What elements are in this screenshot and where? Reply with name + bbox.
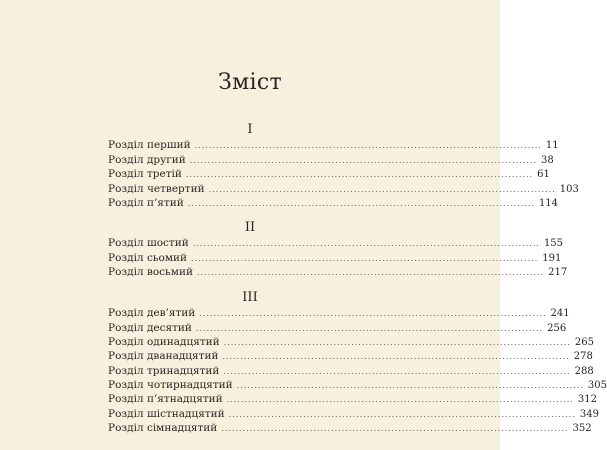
dot-leader: .................................................................................................. [208,185,556,194]
toc-entry-label: Розділ тринадцятий [108,365,220,377]
dot-leader: .................................................................................................. [191,254,539,263]
dot-leader: .................................................................................................. [195,324,544,333]
dot-leader: .................................................................................................. [189,156,538,165]
toc-entry-label: Розділ дванадцятий [108,350,219,362]
dot-leader: .................................................................................................. [236,381,584,390]
toc-entry-label: Розділ чотирнадцятий [108,379,233,391]
toc-entry [108,195,559,211]
part-heading-1: I [247,122,253,137]
page-title: Зміст [218,70,282,95]
dot-leader: .................................................................................................. [185,170,534,179]
toc-entry-page: 103 [559,184,579,195]
toc-entry-page: 265 [574,337,594,348]
toc-entry-page: 312 [577,394,597,405]
toc-entry-page: 278 [573,351,593,362]
toc-entry [108,348,593,364]
toc-entry-label: Розділ восьмий [108,266,193,278]
toc-entry-label: Розділ одинадцятий [108,336,220,348]
dot-leader: .................................................................................................. [221,424,569,433]
dot-leader: .................................................................................................. [194,141,542,150]
toc-entry [108,166,550,182]
toc-entry-label: Розділ шістнадцятий [108,408,225,420]
toc-entry-label: Розділ третій [108,168,182,180]
toc-entry-page: 349 [579,409,599,420]
toc-entry [108,391,597,407]
dot-leader: .................................................................................................. [222,352,570,361]
toc-entry-label: Розділ сьомий [108,252,188,264]
toc-entry-page: 241 [550,308,570,319]
toc-entry [108,420,592,436]
toc-entry-label: Розділ другий [108,154,186,166]
toc-entry-page: 256 [547,323,567,334]
toc-entry-page: 217 [548,267,568,278]
toc-entry-page: 38 [541,155,554,166]
toc-entry-page: 288 [574,366,594,377]
dot-leader: .................................................................................................. [223,367,571,376]
toc-entry [108,137,559,153]
toc-entry-page: 155 [543,238,564,249]
dot-leader: .................................................................................................. [226,395,574,404]
dot-leader: .................................................................................................. [228,410,576,419]
toc-entry-page: 61 [537,169,550,180]
toc-entry-page: 305 [587,380,607,391]
toc-entry-label: Розділ шостий [108,237,189,249]
toc-entry-label: Розділ четвертий [108,183,205,195]
toc-entry-label: Розділ дев’ятий [108,307,196,319]
dot-leader: .................................................................................................. [187,199,535,208]
toc-entry-label: Розділ десятий [108,322,192,334]
toc-entry-label: Розділ сімнадцятий [108,422,218,434]
toc-entry-page: 191 [542,253,562,264]
dot-leader: .................................................................................................. [192,239,540,248]
toc-entry-label: Розділ п’ятий [108,197,184,209]
toc-entry-label: Розділ п’ятнадцятий [108,393,223,405]
toc-entry-label: Розділ перший [108,139,191,151]
part-heading-3: III [242,290,258,305]
dot-leader: .................................................................................................. [223,338,571,347]
dot-leader: .................................................................................................. [199,309,547,318]
toc-entry [108,264,568,280]
toc-entry-page: 114 [538,198,559,209]
toc-entry-page: 11 [545,140,559,151]
part-heading-2: II [244,220,256,235]
dot-leader: .................................................................................................. [196,268,545,277]
toc-entry [108,235,564,251]
toc-entry-page: 352 [572,423,592,434]
toc-entry [108,305,570,321]
